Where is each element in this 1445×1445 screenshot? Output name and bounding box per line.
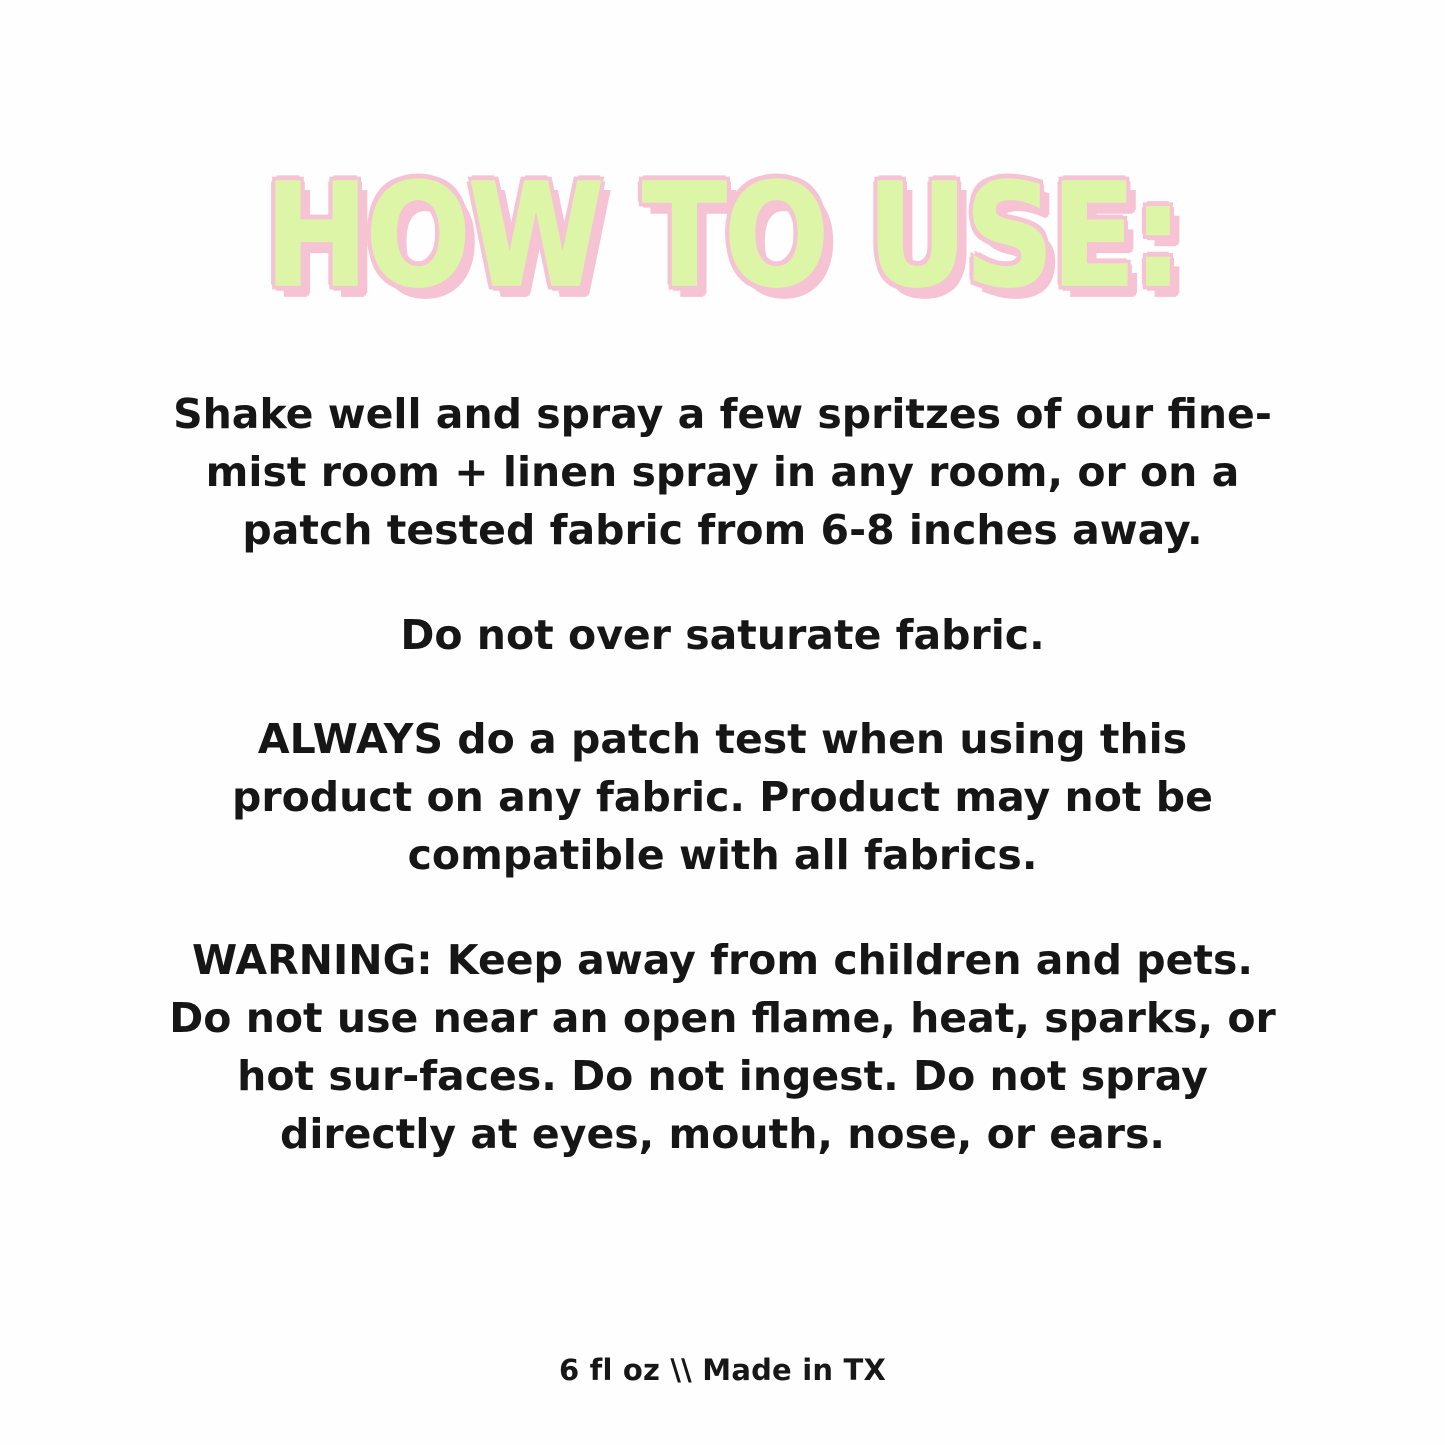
instruction-paragraph-usage: Shake well and spray a few spritzes of our fine-mist room + linen spray in any room, or on a patch tested fabric from 6-8 inches away. [173, 390, 1272, 555]
instruction-paragraph-patch-test: ALWAYS do a patch test when using this product on any fabric. Product may not be compatible with all fabrics. [232, 714, 1213, 880]
page-title: HOW TO USE: [264, 153, 1181, 319]
instruction-paragraph-warning: WARNING: Keep away from children and pets. Do not use near an open flame, heat, sparks, or hot sur-faces. Do not ingest. Do not spray directly at eyes, mouth, nose, or ears. [169, 935, 1276, 1159]
footer-volume-origin: 6 fl oz \\ Made in TX [558, 1353, 887, 1387]
instructions-block [165, 385, 1280, 1163]
page-title-container [0, 95, 1445, 378]
instruction-paragraph-saturation: Do not over saturate fabric. [400, 610, 1045, 659]
